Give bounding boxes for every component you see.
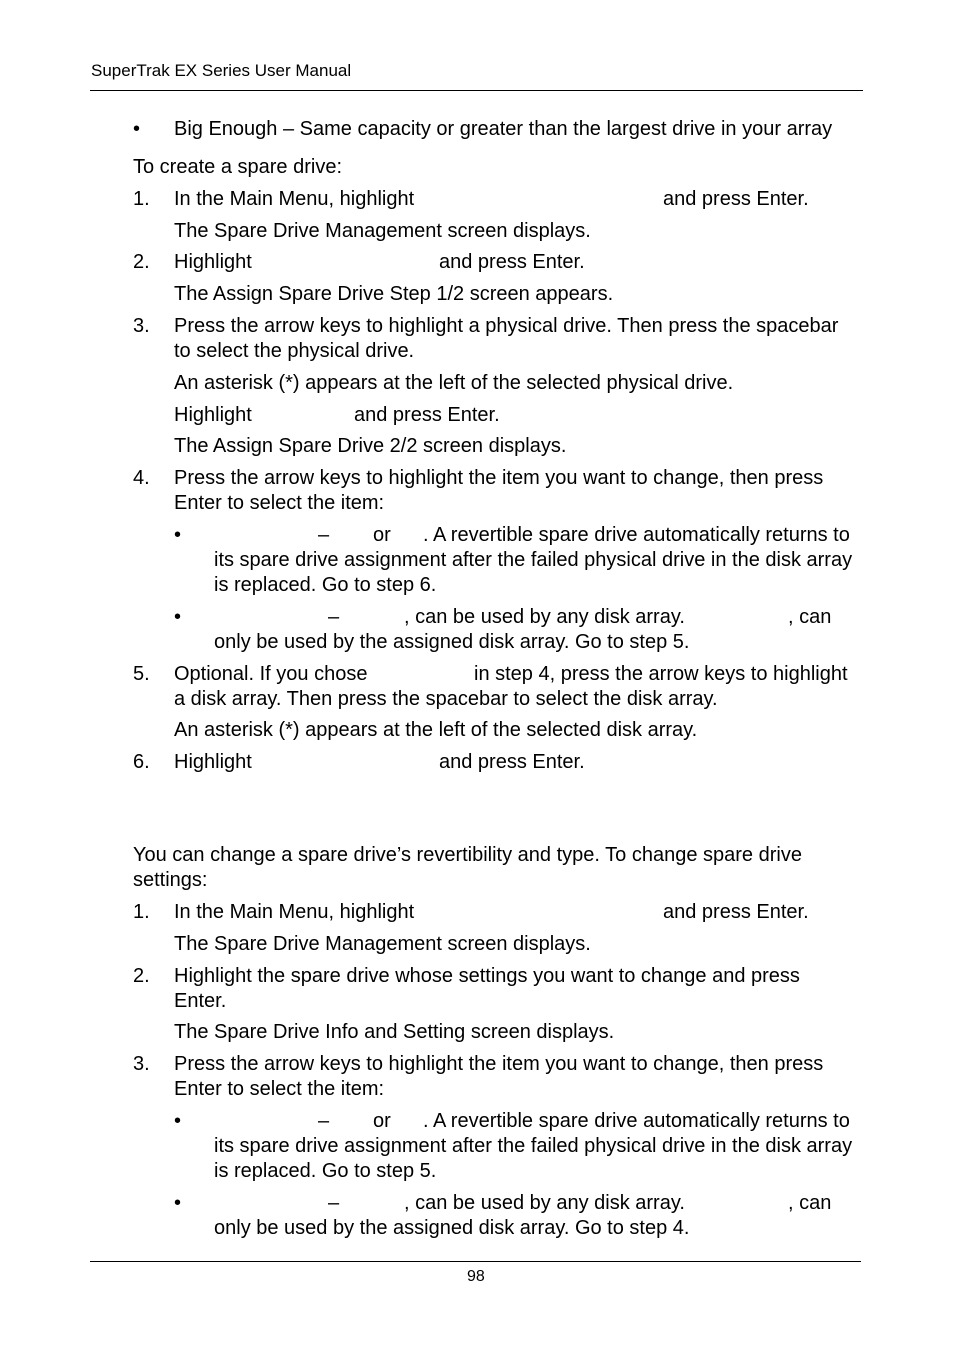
bullet-marker: • — [174, 1110, 182, 1132]
step-number: 3. — [133, 1053, 150, 1075]
step-number: 4. — [133, 467, 150, 489]
bullet-text: – — [318, 524, 330, 546]
bullet-text: – — [328, 1192, 340, 1214]
step-note: An asterisk (*) appears at the left of the selected disk array. — [174, 719, 698, 741]
footer-rule — [90, 1261, 861, 1262]
step-number: 2. — [133, 251, 150, 273]
step-text: Highlight — [174, 251, 252, 273]
bullet-big-enough: Big Enough – Same capacity or greater than the largest drive in your array — [174, 118, 833, 140]
step-text: Press the arrow keys to highlight the item you want to change, then press — [174, 467, 824, 489]
step-text: In the Main Menu, highlight — [174, 188, 415, 210]
step-number: 2. — [133, 965, 150, 987]
running-header: SuperTrak EX Series User Manual — [91, 61, 352, 80]
step-number: 6. — [133, 751, 150, 773]
page-number: 98 — [467, 1268, 485, 1285]
step-text: and press Enter. — [354, 404, 500, 426]
bullet-text: its spare drive assignment after the failed physical drive in the disk array — [214, 549, 853, 571]
bullet-text: , can — [788, 606, 832, 628]
step-text: Press the arrow keys to highlight the item you want to change, then press — [174, 1053, 824, 1075]
step-text: Highlight the spare drive whose settings you want to change and press — [174, 965, 800, 987]
step-text: and press Enter. — [663, 901, 809, 923]
bullet-marker: • — [133, 118, 141, 140]
bullet-text: its spare drive assignment after the failed physical drive in the disk array — [214, 1135, 853, 1157]
create-intro: To create a spare drive: — [133, 156, 342, 178]
step-number: 3. — [133, 315, 150, 337]
step-note: The Assign Spare Drive Step 1/2 screen appears. — [174, 283, 614, 305]
bullet-text: is replaced. Go to step 5. — [214, 1160, 437, 1182]
bullet-text: only be used by the assigned disk array. Go to step 5. — [214, 631, 690, 653]
step-number: 1. — [133, 188, 150, 210]
bullet-text: is replaced. Go to step 6. — [214, 574, 437, 596]
bullet-text: , can — [788, 1192, 832, 1214]
step-number: 5. — [133, 663, 150, 685]
step-text: and press Enter. — [439, 751, 585, 773]
change-intro: settings: — [133, 869, 208, 891]
step-text: Highlight — [174, 404, 252, 426]
bullet-text: only be used by the assigned disk array. Go to step 4. — [214, 1217, 690, 1239]
step-number: 1. — [133, 901, 150, 923]
bullet-marker: • — [174, 524, 182, 546]
change-intro: You can change a spare drive’s revertibility and type. To change spare drive — [133, 844, 802, 866]
step-text: to select the physical drive. — [174, 340, 415, 362]
step-note: An asterisk (*) appears at the left of the selected physical drive. — [174, 372, 734, 394]
step-note: The Assign Spare Drive 2/2 screen displays. — [174, 435, 567, 457]
header-rule — [90, 90, 863, 91]
step-text: and press Enter. — [663, 188, 809, 210]
step-text: Enter to select the item: — [174, 492, 385, 514]
step-note: The Spare Drive Management screen displays. — [174, 933, 591, 955]
step-text: Highlight — [174, 751, 252, 773]
bullet-text: – — [328, 606, 340, 628]
bullet-text: . A revertible spare drive automatically returns to — [423, 1110, 850, 1132]
step-note: The Spare Drive Management screen displays. — [174, 220, 591, 242]
step-text: a disk array. Then press the spacebar to select the disk array. — [174, 688, 718, 710]
bullet-marker: • — [174, 1192, 182, 1214]
bullet-text: . A revertible spare drive automatically returns to — [423, 524, 850, 546]
bullet-text: or — [373, 1110, 391, 1132]
bullet-text: – — [318, 1110, 330, 1132]
step-text: and press Enter. — [439, 251, 585, 273]
step-text: Press the arrow keys to highlight a physical drive. Then press the spacebar — [174, 315, 839, 337]
bullet-text: or — [373, 524, 391, 546]
step-text: Enter. — [174, 990, 227, 1012]
step-text: Optional. If you chose — [174, 663, 368, 685]
bullet-marker: • — [174, 606, 182, 628]
step-text: Enter to select the item: — [174, 1078, 385, 1100]
bullet-text: , can be used by any disk array. — [404, 606, 685, 628]
step-text: In the Main Menu, highlight — [174, 901, 415, 923]
step-text: in step 4, press the arrow keys to highlight — [474, 663, 848, 685]
bullet-text: , can be used by any disk array. — [404, 1192, 685, 1214]
step-note: The Spare Drive Info and Setting screen displays. — [174, 1021, 615, 1043]
